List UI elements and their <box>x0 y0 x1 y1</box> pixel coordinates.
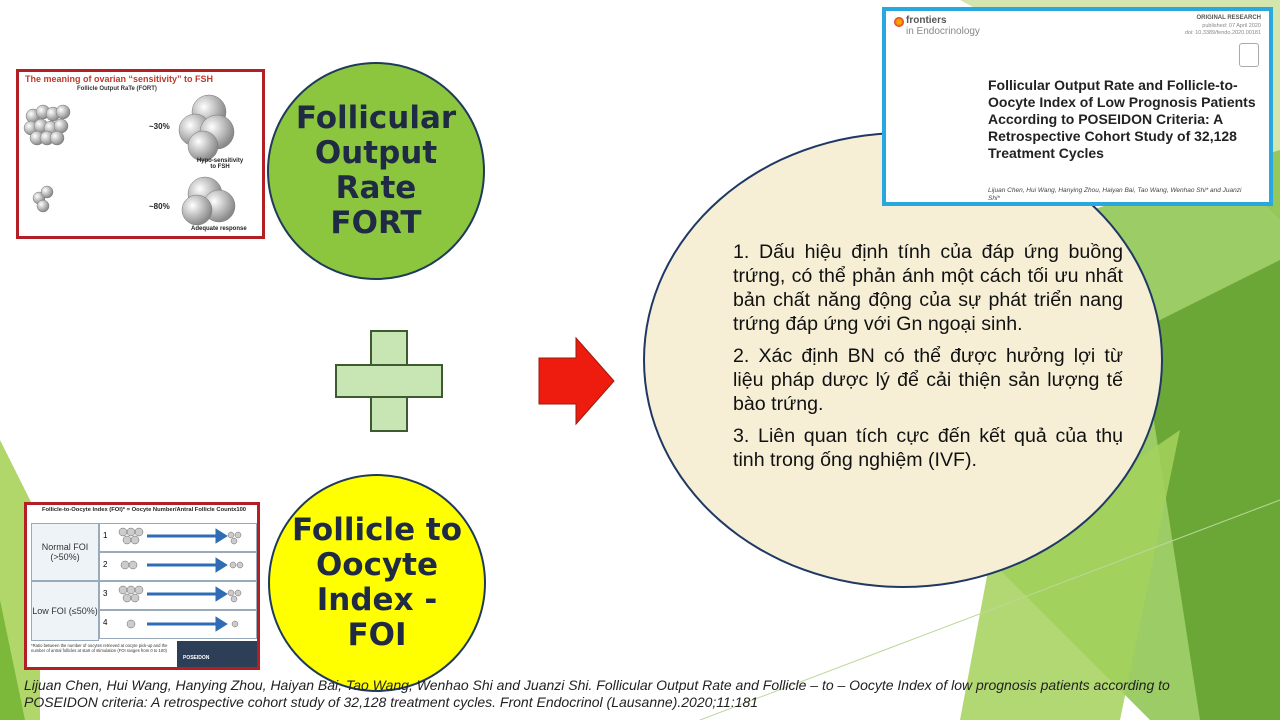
paper-authors: Lijuan Chen, Hui Wang, Hanying Zhou, Haiyan Bai, Tao Wang, Wenhao Shi* and Juanzi Shi* <box>988 187 1242 202</box>
benefit-item-1: 1. Dấu hiệu định tính của đáp ứng buồng trứng, có thể phản ánh một cách tối ưu nhất bản chất năng động của sự phát triển nang trứng đáp ứng với Gn ngoại sinh. <box>733 241 1123 335</box>
thumb-foi-footnote: *Ratio between the number of oocytes retrieved at oocyte pick-up and the number of antral follicles at start of stimulation (FOI ranges from 0 to 100) <box>31 643 168 653</box>
poseidon-brand: POSEIDON <box>183 655 210 661</box>
citation: Lijuan Chen, Hui Wang, Hanying Zhou, Haiyan Bai, Tao Wang, Wenhao Shi and Juanzi Shi. Follicular Output Rate and Follicle – to – Oocyte Index of low prognosis patients according to POSEIDON criteria: A retrospective cohort study of 32,128 treatment cycles. Front Endocrinol (Lausanne).2020;11:181 <box>24 677 1170 710</box>
poseidon-banner <box>177 641 257 667</box>
benefit-item-3: 3. Liên quan tích cực đến kết quả của thụ tinh trong ống nghiệm (IVF). <box>733 425 1123 471</box>
frontiers-logo-icon <box>894 17 904 27</box>
doi: doi: 10.3389/fendo.2020.00181 <box>1184 30 1261 36</box>
fort-thumbnail <box>16 69 265 239</box>
foi-circle-text: Follicle to Oocyte Index - FOI <box>291 512 463 653</box>
thumb-fort-subtitle: Follicle Output RaTe (FORT) <box>77 86 157 92</box>
foi-row-1: 1 <box>103 531 108 540</box>
fort-circle-text: Follicular Output Rate FORT <box>295 100 457 241</box>
thumb-fort-label1: Hypo-sensitivity to FSH <box>196 158 244 170</box>
published-date: published: 07 April 2020 <box>1202 23 1261 29</box>
journal-brand: frontiers <box>906 15 947 26</box>
journal-sub: in Endocrinology <box>906 26 980 37</box>
foi-row-4: 4 <box>103 618 108 627</box>
check-updates-icon <box>1239 43 1259 67</box>
foi-thumbnail <box>24 502 260 670</box>
foi-rows <box>99 523 257 639</box>
thumb-fort-label2: Adequate response <box>191 226 247 232</box>
thumb-fort-pct2: ~80% <box>149 202 170 211</box>
thumb-fort-pct1: ~30% <box>149 122 170 131</box>
foi-circle <box>268 474 486 692</box>
normal-foi-label: Normal FOI (>50%) <box>31 523 99 581</box>
thumb-foi-title: Follicle-to-Oocyte Index (FOI)* = Oocyte Number/Antral Follicle Countx100 <box>41 507 247 513</box>
low-foi-label: Low FOI (≤50%) <box>31 581 99 641</box>
paper-thumbnail <box>882 7 1273 206</box>
foi-row-3: 3 <box>103 589 108 598</box>
fort-circle <box>267 62 485 280</box>
foi-row-2: 2 <box>103 560 108 569</box>
paper-title: Follicular Output Rate and Follicle-to-Oocyte Index of Low Prognosis Patients According to POSEIDON Criteria: A Retrospective Cohort Study of 32,128 Treatment Cycles <box>988 77 1256 161</box>
benefit-item-2: 2. Xác định BN có thể được hưởng lợi từ liệu pháp dược lý để cải thiện sản lượng tế bào trứng. <box>733 345 1123 415</box>
benefits-list <box>733 240 1123 480</box>
foi-row-arrows <box>113 523 255 639</box>
thumb-fort-title: The meaning of ovarian “sensitivity” to FSH <box>25 74 214 84</box>
right-arrow-icon <box>538 336 616 426</box>
follicle-illustration <box>19 72 262 236</box>
article-type: ORIGINAL RESEARCH <box>1196 15 1261 21</box>
